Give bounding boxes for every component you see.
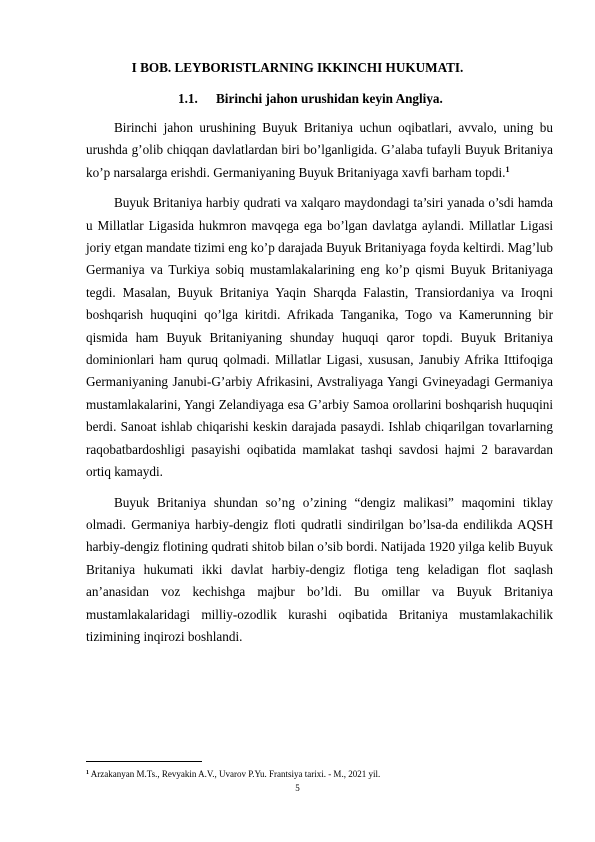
footnote bbox=[86, 768, 553, 780]
section-title: Birinchi jahon urushidan keyin Angliya. bbox=[216, 91, 443, 106]
paragraph bbox=[86, 492, 553, 649]
paragraph-text: Buyuk Britaniya harbiy qudrati va xalqaro maydondagi ta’siri yanada o’sdi hamda u Millatlar Ligasida hukmron mavqega ega bo’lgan davlatga aylandi. Millatlar Ligasi joriy etgan mandate tizimi eng ko’p darajada Buyuk Britaniyaga foyda keltirdi. Mag’lub Germaniya va Turkiya sobiq mustamlakalarining eng ko’p qismi Buyuk Britaniyaga tegdi. Masalan, Buyuk Britaniya Yaqin Sharqda Falastin, Transiordaniya va Iroqni boshqarish huquqini qo’lga kiritdi. Afrikada Tanganika, Togo va Kamerunning bir qismida ham Buyuk Britaniyaning shunday huquqi qaror topdi. Buyuk Britaniya dominionlari ham quruq qolmadi. Millatlar Ligasi, xususan, Janubiy Afrika Ittifoqiga Germaniyaning Janubi-G’arbiy Afrikasini, Avstraliyaga Yangi Gvineyadagi Germaniya mustamlakalarini, Yangi Zelandiyaga esa G’arbiy Samoa orollarini boshqarish huquqini berdi. Sanoat ishlab chiqarishi keskin darajada pasaydi. Ishlab chiqarilgan tovarlarning raqobatbardoshligi pasayishi oqibatida mamlakat tashqi savdosi hajmi 2 baravardan ortiq kamaydi. bbox=[86, 195, 553, 480]
paragraph bbox=[86, 192, 553, 483]
footnote-text: Arzakanyan M.Ts., Revyakin A.V., Uvarov P.Yu. Frantsiya tarixi. - M., 2021 yil. bbox=[90, 769, 381, 779]
footnote-separator bbox=[86, 761, 202, 762]
body-text bbox=[86, 117, 553, 656]
page-number: 5 bbox=[295, 783, 300, 793]
paragraph-text: Buyuk Britaniya shundan so’ng o’zining “dengiz malikasi” maqomini tiklay olmadi. Germaniya harbiy-dengiz floti qudratli sindirilgan bo’lsa-da endilikda AQSH harbiy-dengiz flotining qudrati shitob bilan o’sib bordi. Natijada 1920 yilga kelib Buyuk Britaniya hukumati ikki davlat harbiy-dengiz flotiga teng keladigan flot saqlash an’anasidan voz kechishga majbur bo’ldi. Bu omillar va Buyuk Britaniya mustamlakalaridagi milliy-ozodlik kurashi oqibatida Britaniya mustamlakachilik tizimining inqirozi boshlandi. bbox=[86, 494, 553, 644]
chapter-heading: I BOB. LEYBORISTLARNING IKKINCHI HUKUMATI. bbox=[131, 60, 464, 75]
section-heading bbox=[178, 91, 443, 107]
paragraph-text: Birinchi jahon urushining Buyuk Britaniya uchun oqibatlari, avvalo, uning bu urushda g’olib chiqqan davlatlardan biri bo’lganligida. G’alaba tufayli Buyuk Britaniya ko’p narsalarga erishdi. Germaniyaning Buyuk Britaniyaga xavfi barham topdi. bbox=[86, 120, 553, 180]
section-number: 1.1. bbox=[178, 91, 198, 106]
paragraph bbox=[86, 117, 553, 184]
footnote-number: 1 bbox=[86, 770, 89, 776]
footnote-reference[interactable]: 1 bbox=[505, 164, 510, 174]
